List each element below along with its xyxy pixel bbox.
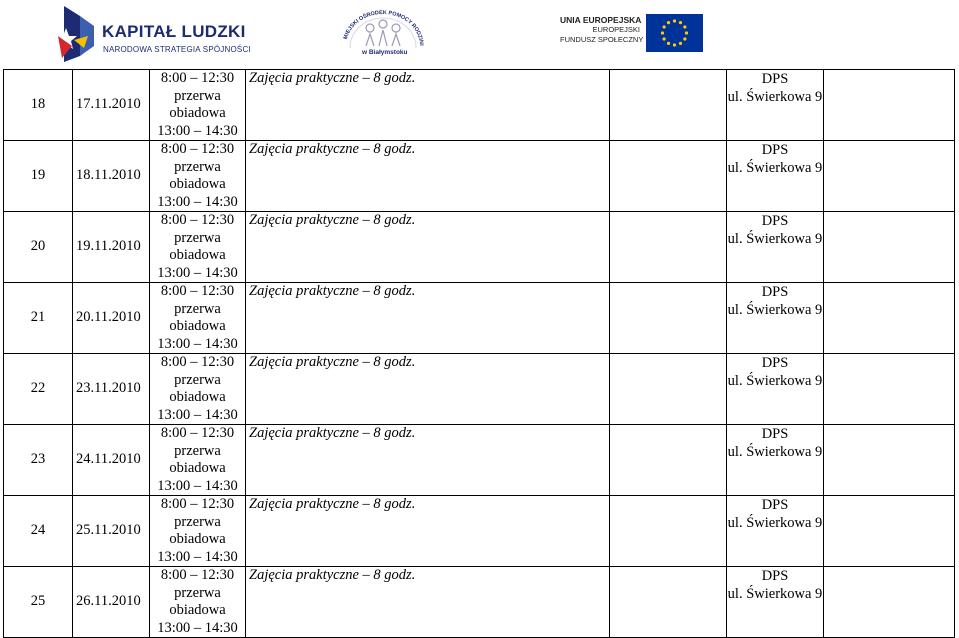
- place-line: ul. Świerkowa 9: [727, 443, 823, 460]
- mops-city-text: w Białymstoku: [362, 49, 408, 56]
- time-line: 8:00 – 12:30: [160, 141, 235, 157]
- row-time: [150, 283, 246, 354]
- time-line: obiadowa: [169, 389, 226, 405]
- row-place: [727, 496, 824, 567]
- topic-label: Zajęcia praktyczne – 8 godz.: [249, 212, 416, 228]
- time-line: 13:00 – 14:30: [157, 619, 238, 636]
- topic-label: Zajęcia praktyczne – 8 godz.: [249, 354, 416, 370]
- time-line: przerwa: [174, 442, 221, 459]
- row-hours-cell: [610, 567, 727, 638]
- row-hours-cell: [610, 496, 727, 567]
- topic-label: Zajęcia praktyczne – 8 godz.: [249, 283, 416, 299]
- eu-star-icon: [663, 25, 666, 28]
- eu-star-icon: [667, 21, 670, 24]
- place-line: DPS: [761, 213, 789, 229]
- time-line: 8:00 – 12:30: [160, 70, 235, 86]
- row-date: 20.11.2010: [73, 283, 150, 354]
- document-header: [0, 0, 959, 66]
- time-line: obiadowa: [169, 460, 226, 476]
- row-date: 24.11.2010: [73, 425, 150, 496]
- row-time: [150, 425, 246, 496]
- row-date: 17.11.2010: [73, 70, 150, 141]
- kapital-ludzki-logo: [58, 6, 251, 62]
- row-date: 19.11.2010: [73, 212, 150, 283]
- mops-arc-text: MIEJSKI OŚRODEK POMOCY RODZINI: [342, 10, 425, 46]
- time-line: 13:00 – 14:30: [157, 477, 238, 494]
- time-line: przerwa: [174, 371, 221, 388]
- time-line: obiadowa: [169, 318, 226, 334]
- row-place: [727, 425, 824, 496]
- time-line: 8:00 – 12:30: [160, 567, 235, 583]
- time-line: 13:00 – 14:30: [157, 406, 238, 423]
- row-place: [727, 283, 824, 354]
- kapital-ludzki-subtitle: NARODOWA STRATEGIA SPÓJNOŚCI: [103, 45, 251, 54]
- row-number: 20: [4, 212, 73, 283]
- row-time: [150, 496, 246, 567]
- table-row: [4, 283, 955, 354]
- row-time: [150, 567, 246, 638]
- table-row: [4, 141, 955, 212]
- time-line: obiadowa: [169, 531, 226, 547]
- time-line: 13:00 – 14:30: [157, 335, 238, 352]
- time-line: 8:00 – 12:30: [160, 212, 235, 228]
- row-place: [727, 212, 824, 283]
- row-time: [150, 70, 246, 141]
- eu-star-icon: [673, 19, 676, 22]
- row-hours-cell: [610, 425, 727, 496]
- row-time: [150, 212, 246, 283]
- row-notes-cell: [824, 283, 955, 354]
- place-line: DPS: [761, 497, 789, 513]
- row-notes-cell: [824, 70, 955, 141]
- time-line: obiadowa: [169, 602, 226, 618]
- row-notes-cell: [824, 354, 955, 425]
- row-number: 25: [4, 567, 73, 638]
- eu-logo: [560, 14, 705, 52]
- row-number: 18: [4, 70, 73, 141]
- row-number: 24: [4, 496, 73, 567]
- place-line: DPS: [761, 284, 789, 300]
- time-line: przerwa: [174, 87, 221, 104]
- eu-star-icon: [667, 42, 670, 45]
- time-line: przerwa: [174, 513, 221, 530]
- row-topic: [246, 212, 610, 283]
- row-notes-cell: [824, 425, 955, 496]
- place-line: ul. Świerkowa 9: [727, 585, 823, 602]
- row-date: 26.11.2010: [73, 567, 150, 638]
- topic-label: Zajęcia praktyczne – 8 godz.: [249, 425, 416, 441]
- time-line: 8:00 – 12:30: [160, 496, 235, 512]
- eu-star-icon: [685, 31, 688, 34]
- time-line: 8:00 – 12:30: [160, 283, 235, 299]
- row-hours-cell: [610, 212, 727, 283]
- eu-line1: UNIA EUROPEJSKA: [560, 15, 642, 25]
- row-place: [727, 567, 824, 638]
- table-row: [4, 354, 955, 425]
- eu-text-block: [560, 15, 644, 45]
- time-line: 13:00 – 14:30: [157, 548, 238, 565]
- row-place: [727, 141, 824, 212]
- time-line: przerwa: [174, 584, 221, 601]
- place-line: ul. Świerkowa 9: [727, 372, 823, 389]
- row-topic: [246, 141, 610, 212]
- time-line: obiadowa: [169, 176, 226, 192]
- row-notes-cell: [824, 496, 955, 567]
- row-topic: [246, 425, 610, 496]
- eu-star-icon: [661, 31, 664, 34]
- eu-line3: FUNDUSZ SPOŁECZNY: [560, 35, 644, 44]
- time-line: 8:00 – 12:30: [160, 354, 235, 370]
- eu-star-icon: [679, 42, 682, 45]
- row-topic: [246, 496, 610, 567]
- row-hours-cell: [610, 141, 727, 212]
- time-line: 13:00 – 14:30: [157, 193, 238, 210]
- place-line: ul. Świerkowa 9: [727, 230, 823, 247]
- place-line: ul. Świerkowa 9: [727, 159, 823, 176]
- place-line: DPS: [761, 568, 789, 584]
- time-line: przerwa: [174, 229, 221, 246]
- eu-star-icon: [663, 37, 666, 40]
- place-line: ul. Świerkowa 9: [727, 301, 823, 318]
- time-line: obiadowa: [169, 247, 226, 263]
- row-topic: [246, 70, 610, 141]
- eu-star-icon: [673, 43, 676, 46]
- topic-label: Zajęcia praktyczne – 8 godz.: [249, 496, 416, 512]
- time-line: 13:00 – 14:30: [157, 122, 238, 139]
- topic-label: Zajęcia praktyczne – 8 godz.: [249, 70, 416, 86]
- row-place: [727, 70, 824, 141]
- place-line: ul. Świerkowa 9: [727, 514, 823, 531]
- time-line: 13:00 – 14:30: [157, 264, 238, 281]
- row-notes-cell: [824, 567, 955, 638]
- table-row: [4, 70, 955, 141]
- time-line: obiadowa: [169, 105, 226, 121]
- table-row: [4, 425, 955, 496]
- row-hours-cell: [610, 70, 727, 141]
- row-date: 23.11.2010: [73, 354, 150, 425]
- row-date: 18.11.2010: [73, 141, 150, 212]
- row-time: [150, 141, 246, 212]
- eu-star-icon: [683, 25, 686, 28]
- place-line: DPS: [761, 71, 789, 87]
- row-topic: [246, 283, 610, 354]
- time-line: przerwa: [174, 158, 221, 175]
- mops-figures-icon: [340, 10, 426, 50]
- row-date: 25.11.2010: [73, 496, 150, 567]
- time-line: przerwa: [174, 300, 221, 317]
- time-line: 8:00 – 12:30: [160, 425, 235, 441]
- topic-label: Zajęcia praktyczne – 8 godz.: [249, 141, 416, 157]
- row-number: 22: [4, 354, 73, 425]
- row-topic: [246, 354, 610, 425]
- topic-label: Zajęcia praktyczne – 8 godz.: [249, 567, 416, 583]
- place-line: DPS: [761, 142, 789, 158]
- eu-flag-icon: [646, 14, 703, 52]
- row-number: 21: [4, 283, 73, 354]
- table-row: [4, 496, 955, 567]
- row-number: 23: [4, 425, 73, 496]
- row-time: [150, 354, 246, 425]
- row-hours-cell: [610, 354, 727, 425]
- row-notes-cell: [824, 212, 955, 283]
- table-row: [4, 212, 955, 283]
- row-topic: [246, 567, 610, 638]
- row-notes-cell: [824, 141, 955, 212]
- row-number: 19: [4, 141, 73, 212]
- place-line: DPS: [761, 426, 789, 442]
- place-line: ul. Świerkowa 9: [727, 88, 823, 105]
- eu-star-icon: [683, 37, 686, 40]
- kapital-ludzki-title: KAPITAŁ LUDZKI: [102, 22, 246, 41]
- mops-logo: [340, 10, 426, 56]
- schedule-table: [3, 69, 955, 638]
- table-row: [4, 567, 955, 638]
- kapital-ludzki-star-icon: [58, 6, 94, 62]
- row-place: [727, 354, 824, 425]
- row-hours-cell: [610, 283, 727, 354]
- place-line: DPS: [761, 355, 789, 371]
- eu-line2: EUROPEJSKI: [592, 25, 640, 34]
- eu-star-icon: [679, 21, 682, 24]
